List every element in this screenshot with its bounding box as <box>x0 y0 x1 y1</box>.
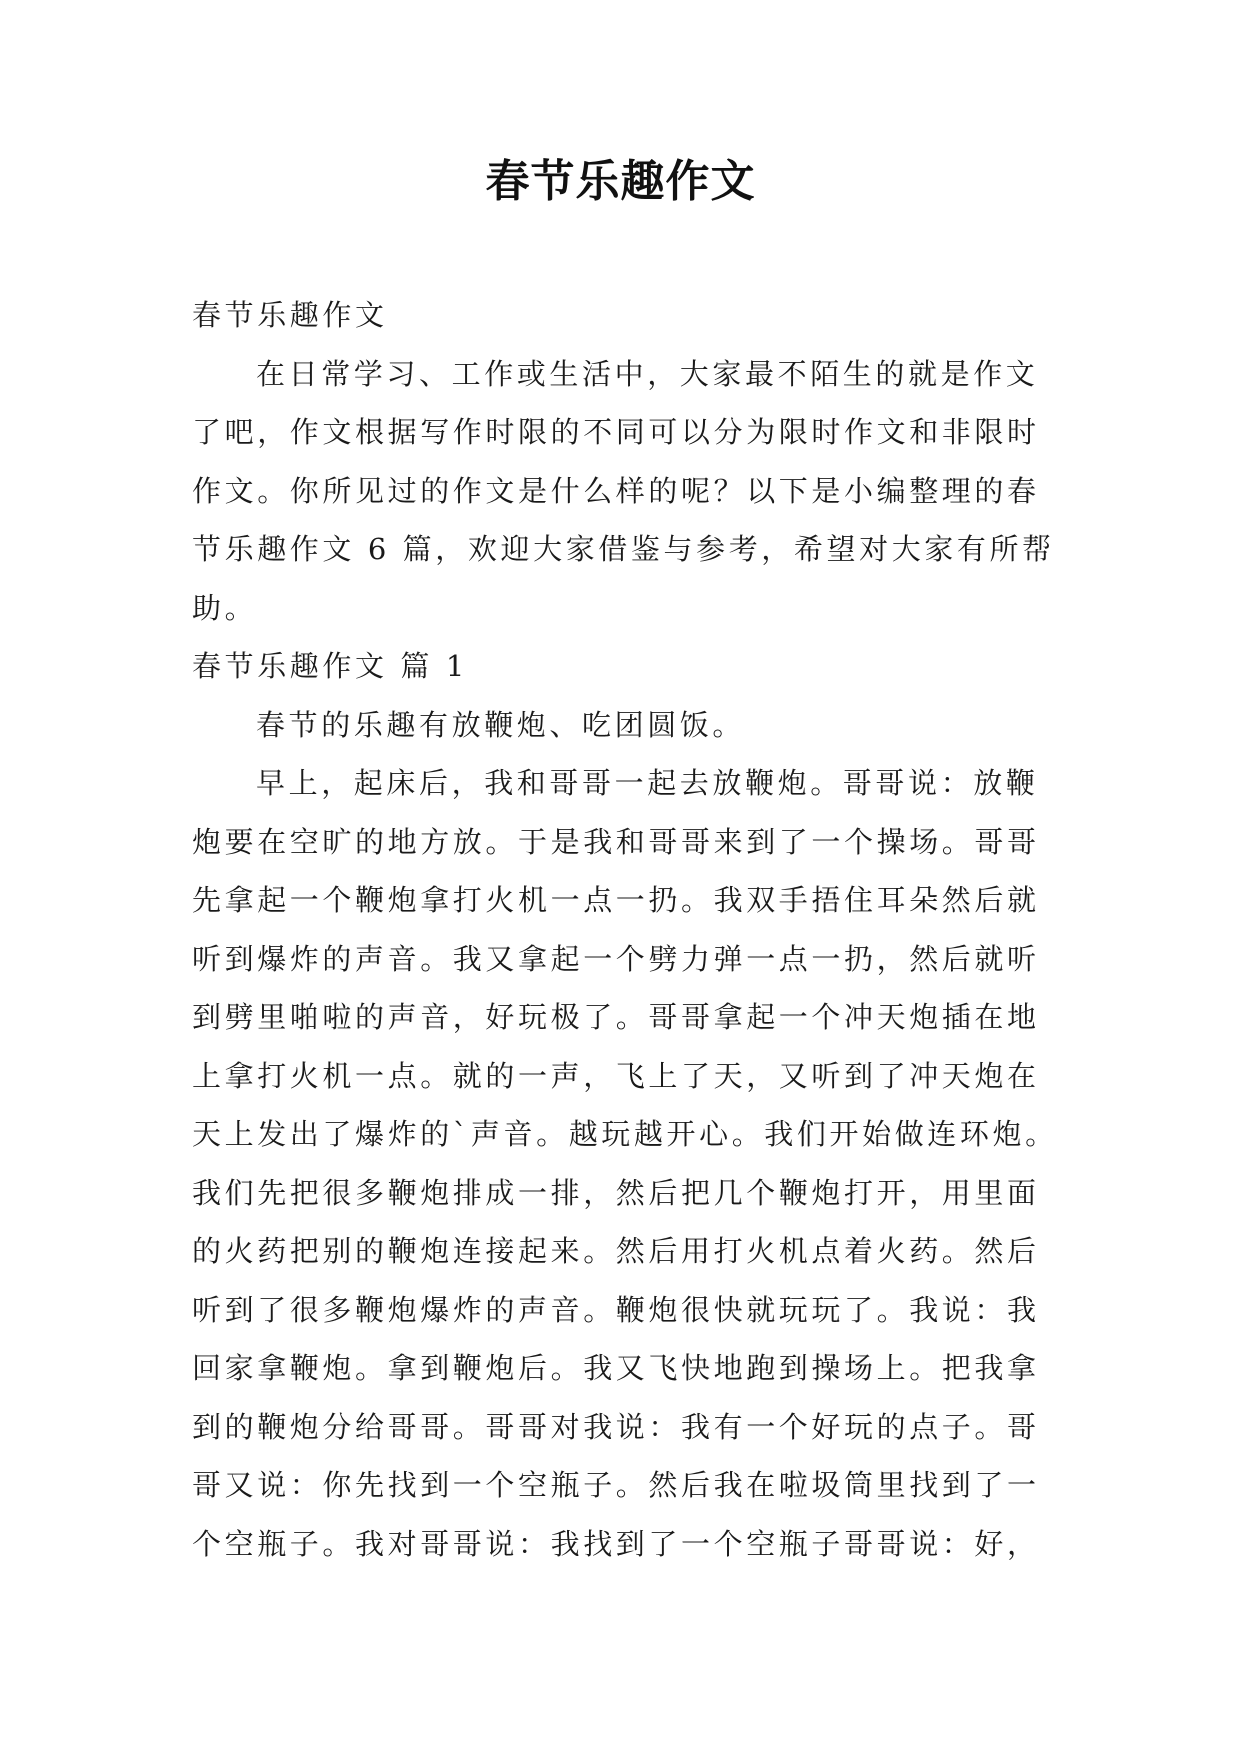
document-body <box>192 286 1072 1573</box>
text-line: 助。 <box>192 590 258 625</box>
text-line: 节乐趣作文 6 篇，欢迎大家借鉴与参考，希望对大家有所帮 <box>192 532 1055 566</box>
text-line: 回家拿鞭炮。拿到鞭炮后。我又飞快地跑到操场上。把我拿 <box>192 1351 1040 1385</box>
text-line: 哥又说：你先找到一个空瓶子。然后我在啦圾筒里找到了一 <box>192 1468 1040 1502</box>
text-line: 春节乐趣作文 <box>192 298 388 332</box>
text-line: 炮要在空旷的地方放。于是我和哥哥来到了一个操场。哥哥 <box>192 824 1040 859</box>
text-line: 听到了很多鞭炮爆炸的声音。鞭炮很快就玩玩了。我说：我 <box>192 1292 1040 1327</box>
text-line: 我们先把很多鞭炮排成一排，然后把几个鞭炮打开，用里面 <box>192 1175 1040 1210</box>
text-line: 了吧，作文根据写作时限的不同可以分为限时作文和非限时 <box>192 415 1040 449</box>
text-line: 听到爆炸的声音。我又拿起一个劈力弹一点一扔，然后就听 <box>192 941 1040 976</box>
text-line: 上拿打火机一点。就的一声，飞上了天，又听到了冲天炮在 <box>192 1058 1040 1093</box>
text-line: 个空瓶子。我对哥哥说：我找到了一个空瓶子哥哥说：好， <box>192 1526 1040 1561</box>
text-line: 早上，起床后，我和哥哥一起去放鞭炮。哥哥说：放鞭 <box>256 766 1039 800</box>
text-line: 到劈里啪啦的声音，好玩极了。哥哥拿起一个冲天炮插在地 <box>192 1000 1040 1034</box>
text-line: 天上发出了爆炸的`声音。越玩越开心。我们开始做连环炮。 <box>192 1117 1058 1151</box>
document-title: 春节乐趣作文 <box>485 156 756 207</box>
text-line: 春节的乐趣有放鞭炮、吃团圆饭。 <box>256 707 746 742</box>
text-line: 先拿起一个鞭炮拿打火机一点一扔。我双手捂住耳朵然后就 <box>192 883 1040 917</box>
text-line: 春节乐趣作文 篇 1 <box>192 649 468 683</box>
text-line: 到的鞭炮分给哥哥。哥哥对我说：我有一个好玩的点子。哥 <box>192 1409 1040 1444</box>
text-line: 在日常学习、工作或生活中，大家最不陌生的就是作文 <box>256 356 1039 391</box>
text-line: 作文。你所见过的作文是什么样的呢？以下是小编整理的春 <box>192 473 1040 508</box>
text-line: 的火药把别的鞭炮连接起来。然后用打火机点着火药。然后 <box>192 1234 1040 1268</box>
